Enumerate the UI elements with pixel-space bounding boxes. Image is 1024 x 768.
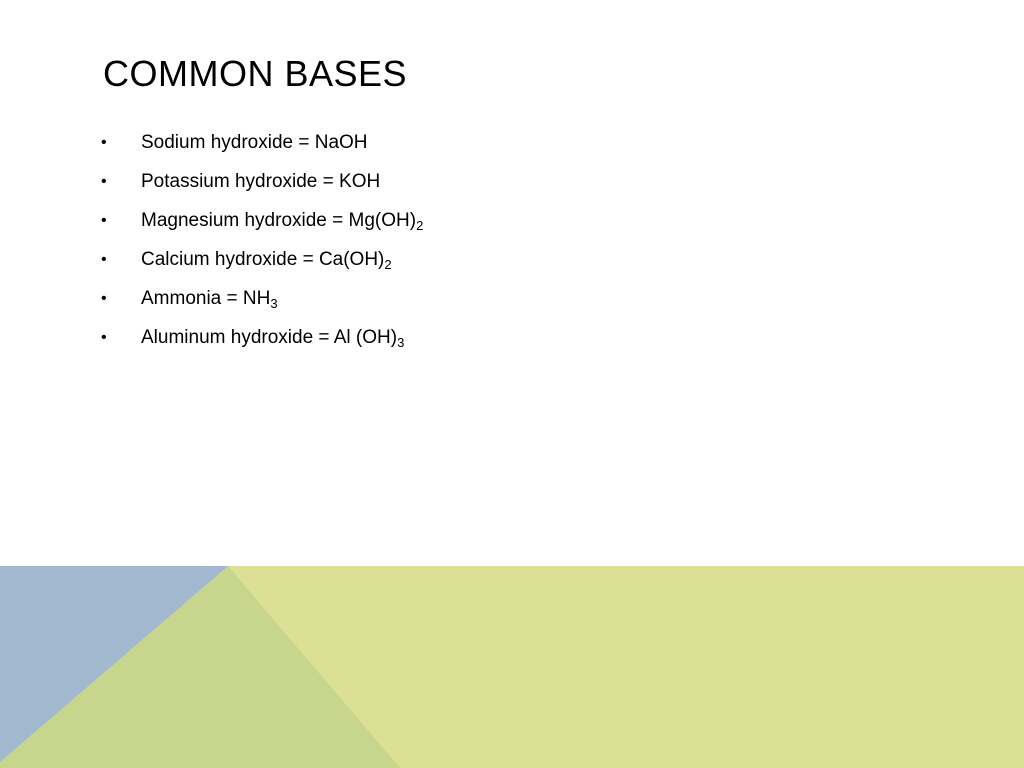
decorative-footer-band <box>0 566 1024 768</box>
bullet-icon: • <box>101 251 107 268</box>
bullet-text <box>141 245 392 275</box>
bullet-text-main: Ammonia = NH <box>141 288 271 309</box>
bullet-subscript: 3 <box>270 296 278 311</box>
bullet-text-main: Potassium hydroxide = KOH <box>141 171 381 192</box>
bullet-text-main: Calcium hydroxide = Ca(OH) <box>141 249 385 270</box>
bullet-text <box>141 128 368 158</box>
bullet-icon: • <box>101 134 107 151</box>
bullet-text <box>141 284 278 314</box>
bullet-subscript: 2 <box>384 257 392 272</box>
bullet-text-main: Magnesium hydroxide = Mg(OH) <box>141 210 417 231</box>
bullet-subscript: 3 <box>397 335 405 350</box>
bullet-text <box>141 206 423 236</box>
slide-title: COMMON BASES <box>103 53 408 94</box>
bullet-icon: • <box>101 329 107 346</box>
bullet-icon: • <box>101 212 107 229</box>
bullet-text <box>141 323 404 353</box>
bullet-text <box>141 167 380 197</box>
bullet-icon: • <box>101 173 107 190</box>
bullet-text-main: Aluminum hydroxide = Al (OH) <box>141 327 398 348</box>
bullet-text-main: Sodium hydroxide = NaOH <box>141 132 368 153</box>
bullet-icon: • <box>101 290 107 307</box>
bullet-subscript: 2 <box>416 218 424 233</box>
